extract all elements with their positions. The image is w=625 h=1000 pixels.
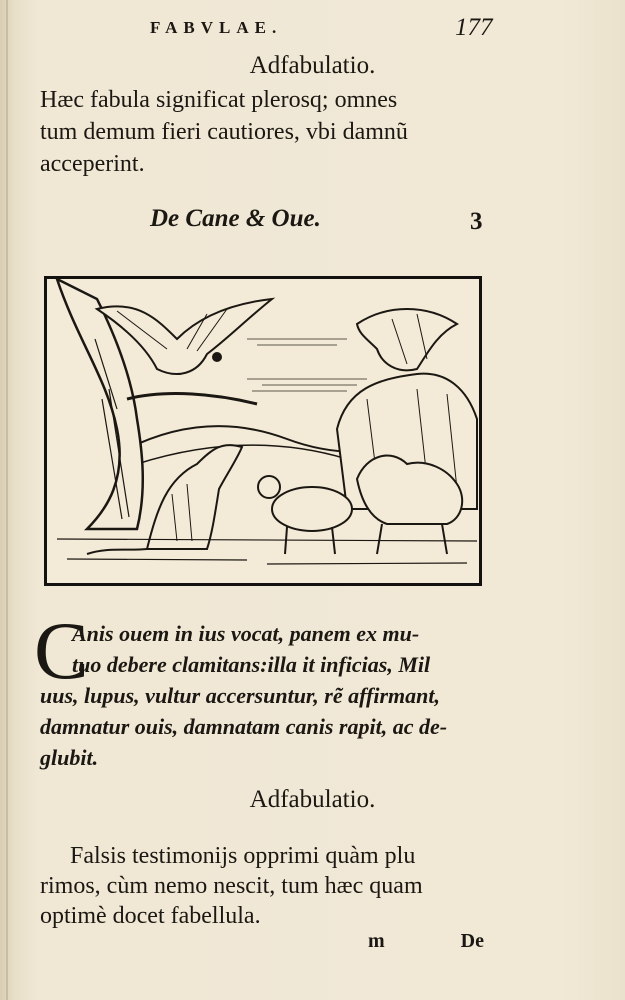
text-line: acceperint.: [40, 151, 145, 177]
fable-text-line-1: Anis ouem in ius vocat, panem ex mu-: [72, 621, 420, 646]
adfabulatio-paragraph-1: [40, 84, 490, 180]
fable-text-line-2: tuo debere clamitans:illa it inficias, Mil: [72, 652, 431, 677]
drop-cap: C: [34, 605, 89, 696]
adfabulatio-paragraph-2-line-2: rimos, cùm nemo nescit, tum hæc quam: [40, 873, 423, 899]
signature-mark: m: [368, 930, 385, 952]
fable-title: De Cane & Oue.: [150, 205, 321, 232]
woodcut-illustration: [44, 276, 482, 586]
catchword: De: [460, 930, 484, 952]
text-line: Hæc fabula significat plerosq; omnes: [40, 87, 398, 113]
adfabulatio-paragraph-2-line-1: Falsis testimonijs opprimi quàm plu: [70, 843, 416, 869]
adfabulatio-heading-2: Adfabulatio.: [249, 786, 376, 813]
page-number: 177: [455, 14, 493, 41]
running-head: FABVLAE.: [150, 18, 283, 37]
fable-text-line-5: glubit.: [40, 745, 99, 770]
woodcut-drawing: [47, 279, 479, 583]
sheep: [258, 476, 352, 554]
fable-text-line-3: uus, lupus, vultur accersuntur, rẽ affirmant,: [40, 683, 440, 708]
fable-number: 3: [470, 208, 483, 235]
adfabulatio-paragraph-2-line-3: optimè docet fabellula.: [40, 903, 261, 929]
fable-text-line-4: damnatur ouis, damnatam canis rapit, ac de-: [40, 714, 448, 739]
tree-branch: [127, 394, 257, 404]
bird-on-rock: [357, 309, 457, 370]
adfabulatio-heading-1: Adfabulatio.: [249, 52, 376, 79]
gutter-line: [6, 0, 8, 1000]
ground-hatching: [57, 539, 477, 564]
sky-hatching: [247, 339, 367, 391]
catchwords: [368, 930, 560, 953]
text-line: tum demum fieri cautiores, vbi damnũ: [40, 119, 408, 145]
